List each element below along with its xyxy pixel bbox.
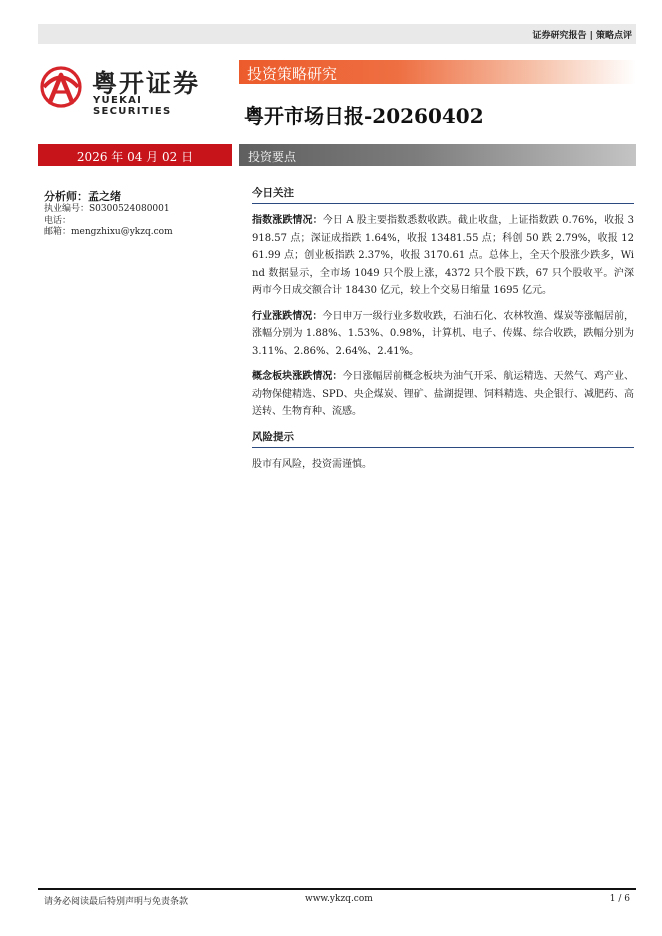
footer-disclaimer: 请务必阅读最后特别声明与免责条款 bbox=[44, 897, 189, 907]
analyst-phone: 电话： bbox=[44, 215, 72, 226]
report-date: 2026 年 04 月 02 日 bbox=[76, 150, 194, 164]
report-type-label: 证券研究报告 | 策略点评 bbox=[532, 31, 632, 41]
paragraph-text: 今日 A 股主要指数悉数收跌。截止收盘，上证指数跌 0.76%，收报 3918.57 点；深证成指跌 1.64%，收报 13481.55 点；科创 50 跌 2.79%，收报 1261.99 点；创业板指跌 2.37%，收报 3170.61 点。总体上，全天个股涨少跌多，Wind 数据显示，全市场 1049 只个股上涨，4372 只个股下跌，67 只个股收平。沪深两市今日成交额合计 18430 亿元，较上个交易日缩量 1695 亿元。 bbox=[252, 215, 634, 296]
paragraph-label: 概念板块涨跌情况： bbox=[252, 371, 343, 382]
top-header-bar bbox=[38, 24, 636, 44]
footer-divider bbox=[38, 888, 636, 890]
key-points-label: 投资要点 bbox=[248, 150, 297, 164]
paragraph-index-moves bbox=[252, 212, 634, 300]
category-label: 投资策略研究 bbox=[247, 65, 338, 83]
analyst-email: 邮箱：mengzhixu@ykzq.com bbox=[44, 227, 173, 237]
date-banner bbox=[38, 144, 232, 166]
paragraph-label: 行业涨跌情况： bbox=[252, 310, 323, 322]
risk-warning-text: 股市有风险，投资需谨慎。 bbox=[252, 458, 372, 470]
logo-chinese-name: 粤开证券 bbox=[92, 69, 201, 98]
company-logo bbox=[40, 64, 225, 117]
paragraph-label: 指数涨跌情况： bbox=[252, 215, 323, 226]
paragraph-industry-moves bbox=[252, 308, 634, 361]
analyst-license: 执业编号：S0300524080001 bbox=[44, 204, 170, 214]
report-title: 粤开市场日报-20260402 bbox=[244, 104, 484, 128]
paragraph-concept-moves bbox=[252, 368, 634, 421]
category-banner bbox=[239, 60, 636, 84]
footer-website: www.ykzq.com bbox=[305, 894, 373, 904]
footer-page-number: 1 / 6 bbox=[609, 894, 630, 904]
section-heading-today: 今日关注 bbox=[252, 185, 634, 204]
logo-english-name: YUEKAI SECURITIES bbox=[93, 95, 172, 117]
paragraph-text: 今日涨幅居前概念板块为油气开采、航运精选、天然气、鸡产业、动物保健精选、SPD、央企煤炭、锂矿、盐湖提锂、饲料精选、央企银行、减肥药、高送转、生物育种、流感。 bbox=[252, 371, 635, 417]
section-heading-risk: 风险提示 bbox=[252, 429, 634, 448]
main-content bbox=[252, 185, 634, 473]
paragraph-text: 今日申万一级行业多数收跌，石油石化、农林牧渔、煤炭等涨幅居前，涨幅分别为 1.88%、1.53%、0.98%，计算机、电子、传媒、综合收跌，跌幅分别为 3.11%、2.86%、2.64%、2.41%。 bbox=[252, 310, 635, 357]
analyst-name: 分析师：孟之绪 bbox=[44, 190, 121, 203]
yuekai-logo-icon bbox=[40, 66, 82, 108]
key-points-banner bbox=[239, 144, 636, 166]
analyst-info bbox=[44, 190, 234, 239]
